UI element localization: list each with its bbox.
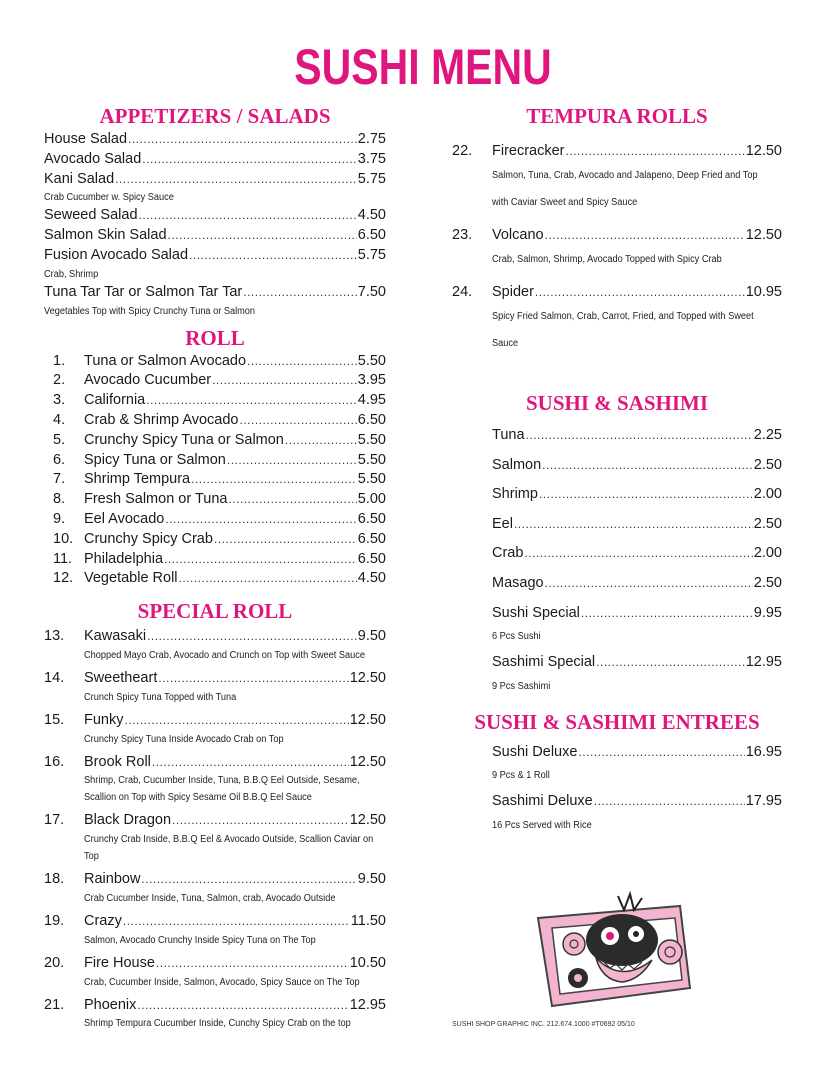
item-name: Brook Roll (84, 753, 151, 770)
menu-item (44, 130, 386, 150)
item-number: 12. (53, 570, 74, 587)
item-name: Seweed Salad (44, 207, 138, 224)
item-price: 5.50 (357, 451, 386, 468)
menu-item (452, 224, 782, 273)
menu-item (44, 870, 386, 907)
item-name: Firecracker (492, 143, 565, 159)
menu-item (44, 669, 386, 706)
item-name: Shrimp (492, 486, 538, 503)
menu-item-row (44, 130, 386, 150)
menu-item-row (492, 648, 782, 678)
item-number: 18. (44, 871, 65, 888)
item-price: 5.00 (357, 491, 386, 508)
menu-item (44, 550, 386, 570)
menu-item-row (44, 371, 386, 391)
item-name: Sweetheart (84, 669, 158, 686)
menu-item-row (44, 870, 386, 890)
menu-item-row (44, 811, 386, 831)
menu-item-row (44, 451, 386, 471)
item-name: Crunchy Spicy Tuna or Salmon (84, 431, 284, 448)
item-price: 10.95 (745, 284, 782, 300)
special-roll-list (44, 627, 386, 1032)
menu-item (44, 283, 386, 320)
item-price: 16.95 (745, 743, 782, 760)
item-price: 2.50 (753, 456, 782, 473)
item-price: 9.95 (753, 604, 782, 621)
dot-leader (594, 787, 745, 817)
sushi-mascot-icon (530, 888, 698, 1020)
menu-item-row (44, 996, 386, 1016)
item-description: Crab Cucumber w. Spicy Sauce (44, 192, 174, 204)
item-description: Crunchy Spicy Tuna Inside Avocado Crab on Top (84, 733, 284, 745)
item-number: 22. (452, 143, 473, 159)
item-price: 5.75 (357, 246, 386, 263)
item-description: Crab, Shrimp (44, 268, 99, 280)
item-description: Shrimp Tempura Cucumber Inside, Cunchy Spicy Crab on the top (84, 1018, 351, 1030)
item-price: 12.50 (349, 711, 386, 728)
item-name: Fusion Avocado Salad (44, 246, 189, 263)
item-price: 5.50 (357, 431, 386, 448)
dot-leader (146, 391, 357, 411)
dot-leader (535, 281, 745, 303)
dot-leader (539, 480, 753, 510)
item-name: Spider (492, 284, 534, 300)
item-name: Eel Avocado (84, 510, 165, 527)
menu-item-row (492, 480, 782, 510)
item-price: 12.50 (745, 227, 782, 243)
item-price: 4.95 (357, 392, 386, 409)
right-column (452, 104, 782, 837)
section-heading-special-roll: SPECIAL ROLL (137, 599, 293, 624)
menu-item-row (44, 206, 386, 226)
item-price: 5.50 (357, 471, 386, 488)
item-price: 11.50 (350, 912, 386, 929)
dot-leader (147, 627, 357, 647)
item-name: Spicy Tuna or Salmon (84, 451, 226, 468)
item-price: 2.00 (753, 545, 782, 562)
item-description: 6 Pcs Sushi (492, 631, 541, 643)
item-price: 12.50 (349, 669, 386, 686)
menu-item (44, 912, 386, 949)
item-price: 2.00 (753, 486, 782, 503)
item-number: 11. (53, 550, 73, 567)
item-description: Salmon, Tuna, Crab, Avocado and Jalapeno, Deep Fried and Top with Caviar Sweet and Spicy Sauce (492, 170, 758, 208)
item-number: 17. (44, 812, 65, 829)
item-description: Crunchy Crab Inside, B.B.Q Eel & Avocado Outside, Scallion Caviar on Top (84, 834, 374, 863)
menu-item-row (44, 470, 386, 490)
item-number: 19. (44, 912, 65, 929)
menu-item (44, 226, 386, 246)
item-price: 4.50 (357, 207, 386, 224)
section-heading-appetizers: APPETIZERS / SALADS (99, 104, 331, 128)
menu-item (44, 711, 386, 748)
menu-item (44, 391, 386, 411)
menu-item-row (492, 421, 782, 451)
dot-leader (156, 954, 349, 974)
menu-item (44, 996, 386, 1033)
item-price: 2.75 (357, 131, 386, 147)
menu-item (44, 753, 386, 807)
menu-item (492, 787, 782, 837)
menu-item-row (492, 569, 782, 599)
item-price: 12.50 (349, 753, 386, 770)
item-price: 2.50 (753, 515, 782, 532)
item-number: 20. (44, 954, 65, 971)
menu-item-row (44, 530, 386, 550)
dot-leader (524, 539, 752, 569)
menu-item-row (44, 170, 386, 190)
menu-item-row (44, 490, 386, 510)
dot-leader (578, 738, 744, 768)
item-name: Crazy (84, 912, 122, 929)
item-price: 9.50 (357, 628, 386, 645)
item-number: 3. (53, 392, 66, 409)
dot-leader (239, 411, 356, 431)
menu-item (44, 206, 386, 226)
dot-leader (285, 431, 357, 451)
item-name: Tuna Tar Tar or Salmon Tar Tar (44, 283, 243, 300)
menu-item-row (44, 226, 386, 246)
item-name: Crunchy Spicy Crab (84, 530, 213, 547)
menu-item (452, 140, 782, 216)
item-number: 9. (53, 510, 66, 527)
menu-item-row (492, 451, 782, 481)
item-description: 9 Pcs & 1 Roll (492, 770, 550, 782)
dot-leader (179, 569, 357, 589)
dot-leader (596, 648, 745, 678)
menu-item-row (44, 753, 386, 773)
item-price: 10.50 (349, 954, 386, 971)
section-heading-sushi-sashimi: SUSHI & SASHIMI (525, 391, 709, 415)
dot-leader (165, 510, 356, 530)
menu-item (492, 451, 782, 481)
item-name: Crab (492, 545, 524, 562)
menu-item (492, 599, 782, 649)
menu-item-row (44, 954, 386, 974)
item-name: Kani Salad (44, 170, 115, 187)
section-heading-entrees: SUSHI & SASHIMI ENTREES (474, 709, 760, 734)
menu-item (44, 246, 386, 283)
menu-item (492, 421, 782, 451)
item-number: 2. (53, 372, 66, 389)
menu-item-row (452, 281, 782, 303)
item-name: Black Dragon (84, 812, 172, 829)
menu-item-row (44, 431, 386, 451)
menu-item-row (492, 510, 782, 540)
item-name: Tuna or Salmon Avocado (84, 352, 247, 369)
item-price: 17.95 (745, 793, 782, 810)
dot-leader (545, 569, 753, 599)
dot-leader (164, 550, 357, 570)
item-price: 6.50 (357, 227, 386, 244)
section-heading-tempura-rolls: TEMPURA ROLLS (526, 104, 708, 128)
item-name: Phoenix (84, 996, 137, 1013)
item-description: 16 Pcs Served with Rice (492, 819, 592, 831)
menu-item-row (492, 738, 782, 768)
dot-leader (115, 170, 357, 190)
item-number: 13. (44, 628, 65, 645)
item-description: Spicy Fried Salmon, Crab, Carrot, Fried, and Topped with Sweet Sauce (492, 311, 754, 349)
dot-leader (214, 530, 357, 550)
item-description: 9 Pcs Sashimi (492, 680, 551, 692)
item-name: Avocado Salad (44, 150, 142, 167)
section-heading-roll: ROLL (185, 325, 245, 350)
item-number: 7. (53, 471, 66, 488)
menu-item (44, 371, 386, 391)
item-name: Salmon (492, 456, 542, 473)
menu-item-row (452, 224, 782, 246)
roll-list (44, 352, 386, 590)
item-name: House Salad (44, 131, 128, 147)
item-price: 2.25 (753, 427, 782, 443)
menu-item (492, 569, 782, 599)
menu-item (44, 411, 386, 431)
item-price: 6.50 (357, 550, 386, 567)
dot-leader (212, 371, 357, 391)
item-name: Crab & Shrimp Avocado (84, 411, 239, 428)
dot-leader (189, 246, 357, 266)
item-description: Crab, Cucumber Inside, Salmon, Avocado, Spicy Sauce on The Top (84, 976, 360, 988)
menu-item (492, 738, 782, 788)
item-name: Sushi Special (492, 604, 580, 621)
dot-leader (514, 510, 753, 540)
menu-item-row (44, 352, 386, 372)
item-price: 6.50 (357, 411, 386, 428)
item-price: 9.50 (357, 871, 386, 888)
menu-item (492, 480, 782, 510)
item-name: Vegetable Roll (84, 570, 178, 587)
menu-item (452, 281, 782, 357)
item-description: Crab, Salmon, Shrimp, Avocado Topped with Spicy Crab (492, 254, 722, 265)
menu-item (44, 451, 386, 471)
menu-item-row (44, 711, 386, 731)
menu-item-row (44, 283, 386, 303)
item-price: 5.50 (357, 352, 386, 369)
item-number: 8. (53, 491, 66, 508)
item-name: California (84, 392, 146, 409)
item-price: 2.50 (753, 574, 782, 591)
dot-leader (168, 226, 357, 246)
item-number: 5. (53, 431, 66, 448)
item-number: 24. (452, 284, 473, 300)
menu-item (44, 490, 386, 510)
menu-item (492, 648, 782, 698)
menu-item-row (44, 391, 386, 411)
menu-item-row (44, 669, 386, 689)
menu-item-row (44, 912, 386, 932)
menu-item-row (44, 150, 386, 170)
dot-leader (566, 140, 745, 162)
menu-item (44, 170, 386, 207)
item-name: Rainbow (84, 871, 141, 888)
item-price: 5.75 (357, 170, 386, 187)
menu-item (44, 954, 386, 991)
item-name: Volcano (492, 227, 544, 243)
item-name: Sashimi Special (492, 654, 596, 671)
item-name: Avocado Cucumber (84, 372, 212, 389)
item-description: Vegetables Top with Spicy Crunchy Tuna or Salmon (44, 305, 256, 317)
left-column (44, 104, 386, 1037)
item-name: Fire House (84, 954, 155, 971)
menu-item (44, 510, 386, 530)
menu-item-row (44, 569, 386, 589)
menu-item (44, 150, 386, 170)
menu-item-row (492, 787, 782, 817)
dot-leader (142, 150, 356, 170)
item-price: 4.50 (357, 570, 386, 587)
item-name: Shrimp Tempura (84, 471, 191, 488)
item-number: 14. (44, 669, 65, 686)
menu-item (44, 352, 386, 372)
item-description: Salmon, Avocado Crunchy Inside Spicy Tuna on The Top (84, 934, 316, 946)
item-price: 12.95 (349, 996, 386, 1013)
page-title: SUSHI MENU (294, 39, 552, 95)
menu-item-row (492, 539, 782, 569)
dot-leader (191, 470, 357, 490)
menu-item (44, 811, 386, 865)
tempura-rolls-list (452, 140, 782, 357)
item-name: Eel (492, 515, 513, 532)
menu-item-row (44, 510, 386, 530)
item-price: 6.50 (357, 530, 386, 547)
menu-item-row (452, 140, 782, 162)
item-name: Sushi Deluxe (492, 743, 578, 760)
menu-item-row (44, 550, 386, 570)
item-name: Salmon Skin Salad (44, 227, 167, 244)
menu-item-row (44, 411, 386, 431)
dot-leader (542, 451, 753, 481)
item-description: Crunch Spicy Tuna Topped with Tuna (84, 691, 237, 703)
menu-item (492, 510, 782, 540)
item-number: 6. (53, 451, 66, 468)
item-name: Sashimi Deluxe (492, 793, 593, 810)
item-description: Crab Cucumber Inside, Tuna, Salmon, crab, Avocado Outside (84, 892, 336, 904)
dot-leader (247, 352, 357, 372)
dot-leader (139, 206, 357, 226)
menu-item (44, 470, 386, 490)
item-price: 12.50 (745, 143, 782, 159)
sushi-sashimi-list (492, 421, 782, 698)
dot-leader (545, 224, 745, 246)
printer-credit: SUSHI SHOP GRAPHIC INC. 212.674.1000 #T0692 05/10 (452, 1021, 635, 1028)
item-description: Chopped Mayo Crab, Avocado and Crunch on Top with Sweet Sauce (84, 649, 365, 661)
item-number: 16. (44, 753, 65, 770)
menu-item (44, 530, 386, 550)
dot-leader (227, 451, 357, 471)
item-price: 3.75 (357, 150, 386, 167)
menu-item-row (44, 246, 386, 266)
dot-leader (158, 669, 348, 689)
dot-leader (141, 870, 356, 890)
dot-leader (137, 996, 348, 1016)
entrees-list (492, 738, 782, 837)
dot-leader (243, 283, 357, 303)
item-name: Masago (492, 574, 544, 591)
item-price: 7.50 (357, 283, 386, 300)
item-number: 10. (53, 530, 74, 547)
menu-item (44, 431, 386, 451)
item-number: 15. (44, 711, 65, 728)
menu-item (44, 627, 386, 664)
item-name: Fresh Salmon or Tuna (84, 491, 228, 508)
item-price: 3.95 (357, 372, 386, 389)
dot-leader (228, 490, 356, 510)
menu-item (492, 539, 782, 569)
dot-leader (125, 711, 349, 731)
item-number: 4. (53, 411, 66, 428)
dot-leader (123, 912, 350, 932)
menu-item-row (44, 627, 386, 647)
appetizers-list (44, 130, 386, 320)
item-name: Tuna (492, 427, 525, 443)
item-name: Philadelphia (84, 550, 164, 567)
item-name: Funky (84, 711, 124, 728)
menu-item (44, 569, 386, 589)
item-price: 6.50 (357, 510, 386, 527)
item-description: Shrimp, Crab, Cucumber Inside, Tuna, B.B.Q Eel Outside, Sesame, Scallion on Top with Spicy Sesame Oil B.B.Q Eel Sauce (84, 775, 360, 804)
dot-leader (526, 421, 753, 451)
dot-leader (128, 130, 357, 150)
item-number: 23. (452, 227, 473, 243)
dot-leader (581, 599, 753, 629)
dot-leader (152, 753, 349, 773)
item-number: 1. (53, 352, 66, 369)
item-price: 12.50 (349, 812, 386, 829)
item-number: 21. (44, 996, 65, 1013)
item-price: 12.95 (745, 654, 782, 671)
menu-item-row (492, 599, 782, 629)
dot-leader (172, 811, 349, 831)
item-name: Kawasaki (84, 628, 147, 645)
